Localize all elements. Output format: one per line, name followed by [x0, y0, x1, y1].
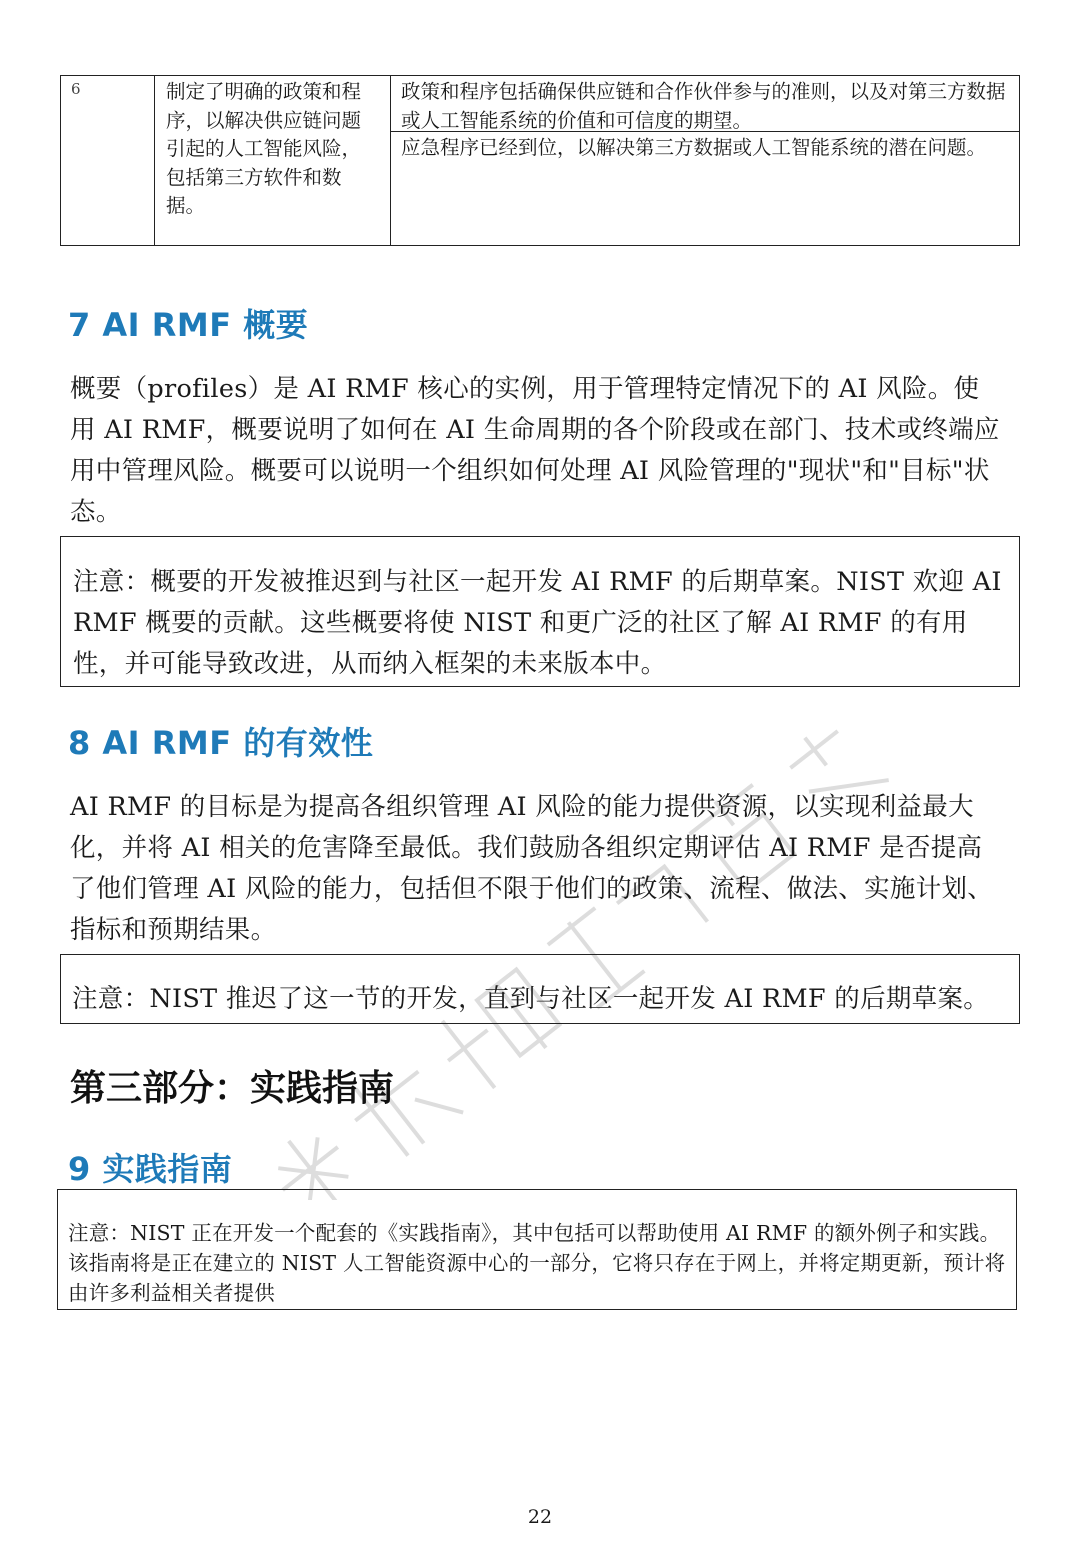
- criteria-table: [60, 75, 1020, 246]
- note-box: [57, 1189, 1017, 1310]
- section-heading-effectiveness: 8 AI RMF 的有效性: [68, 724, 374, 762]
- table-subcategory-cell: [391, 76, 1019, 245]
- section-paragraph: AI RMF 的目标是为提高各组织管理 AI 风险的能力提供资源，以实现利益最大化，并将 AI 相关的危害降至最低。我们鼓励各组织定期评估 AI RMF 是否提高了他们管理 AI 风险的能力，包括但不限于他们的政策、流程、做法、实施计划、指标和预期结果。: [70, 792, 994, 945]
- category-text: 制定了明确的政策和程序，以解决供应链问题引起的人工智能风险，包括第三方软件和数据。: [166, 80, 362, 217]
- section-heading-playbook: 9 实践指南: [68, 1150, 233, 1188]
- subcategory-text: 应急程序已经到位，以解决第三方数据或人工智能系统的潜在问题。: [401, 136, 987, 159]
- note-box: [60, 954, 1020, 1024]
- table-category-cell: [155, 76, 391, 245]
- note-text: 注意：概要的开发被推迟到与社区一起开发 AI RMF 的后期草案。NIST 欢迎 AI RMF 概要的贡献。这些概要将使 NIST 和更广泛的社区了解 AI RMF 的有用性，并可能导致改进，从而纳入框架的未来版本中。: [73, 567, 1002, 679]
- table-row-number-cell: [61, 76, 155, 245]
- note-box: [60, 536, 1020, 687]
- page-number: 22: [527, 1506, 553, 1528]
- table-subrow: [391, 132, 1019, 245]
- section-heading-profiles: 7 AI RMF 概要: [68, 306, 309, 344]
- part-heading: 第三部分：实践指南: [70, 1068, 395, 1109]
- note-text: 注意：NIST 正在开发一个配套的《实践指南》，其中包括可以帮助使用 AI RMF 的额外例子和实践。该指南将是正在建立的 NIST 人工智能资源中心的一部分，它将只存在于网上，并将定期更新，预计将由许多利益相关者提供: [68, 1221, 1006, 1305]
- subcategory-text: 政策和程序包括确保供应链和合作伙伴参与的准则，以及对第三方数据或人工智能系统的价值和可信度的期望。: [401, 80, 1006, 132]
- note-text: 注意：NIST 推迟了这一节的开发，直到与社区一起开发 AI RMF 的后期草案。: [72, 984, 990, 1014]
- row-number: 6: [71, 80, 81, 98]
- table-subrow: [391, 76, 1019, 132]
- section-paragraph: 概要（profiles）是 AI RMF 核心的实例，用于管理特定情况下的 AI 风险。使用 AI RMF，概要说明了如何在 AI 生命周期的各个阶段或在部门、技术或终端应用中管理风险。概要可以说明一个组织如何处理 AI 风险管理的"现状"和"目标"状态。: [70, 374, 1000, 527]
